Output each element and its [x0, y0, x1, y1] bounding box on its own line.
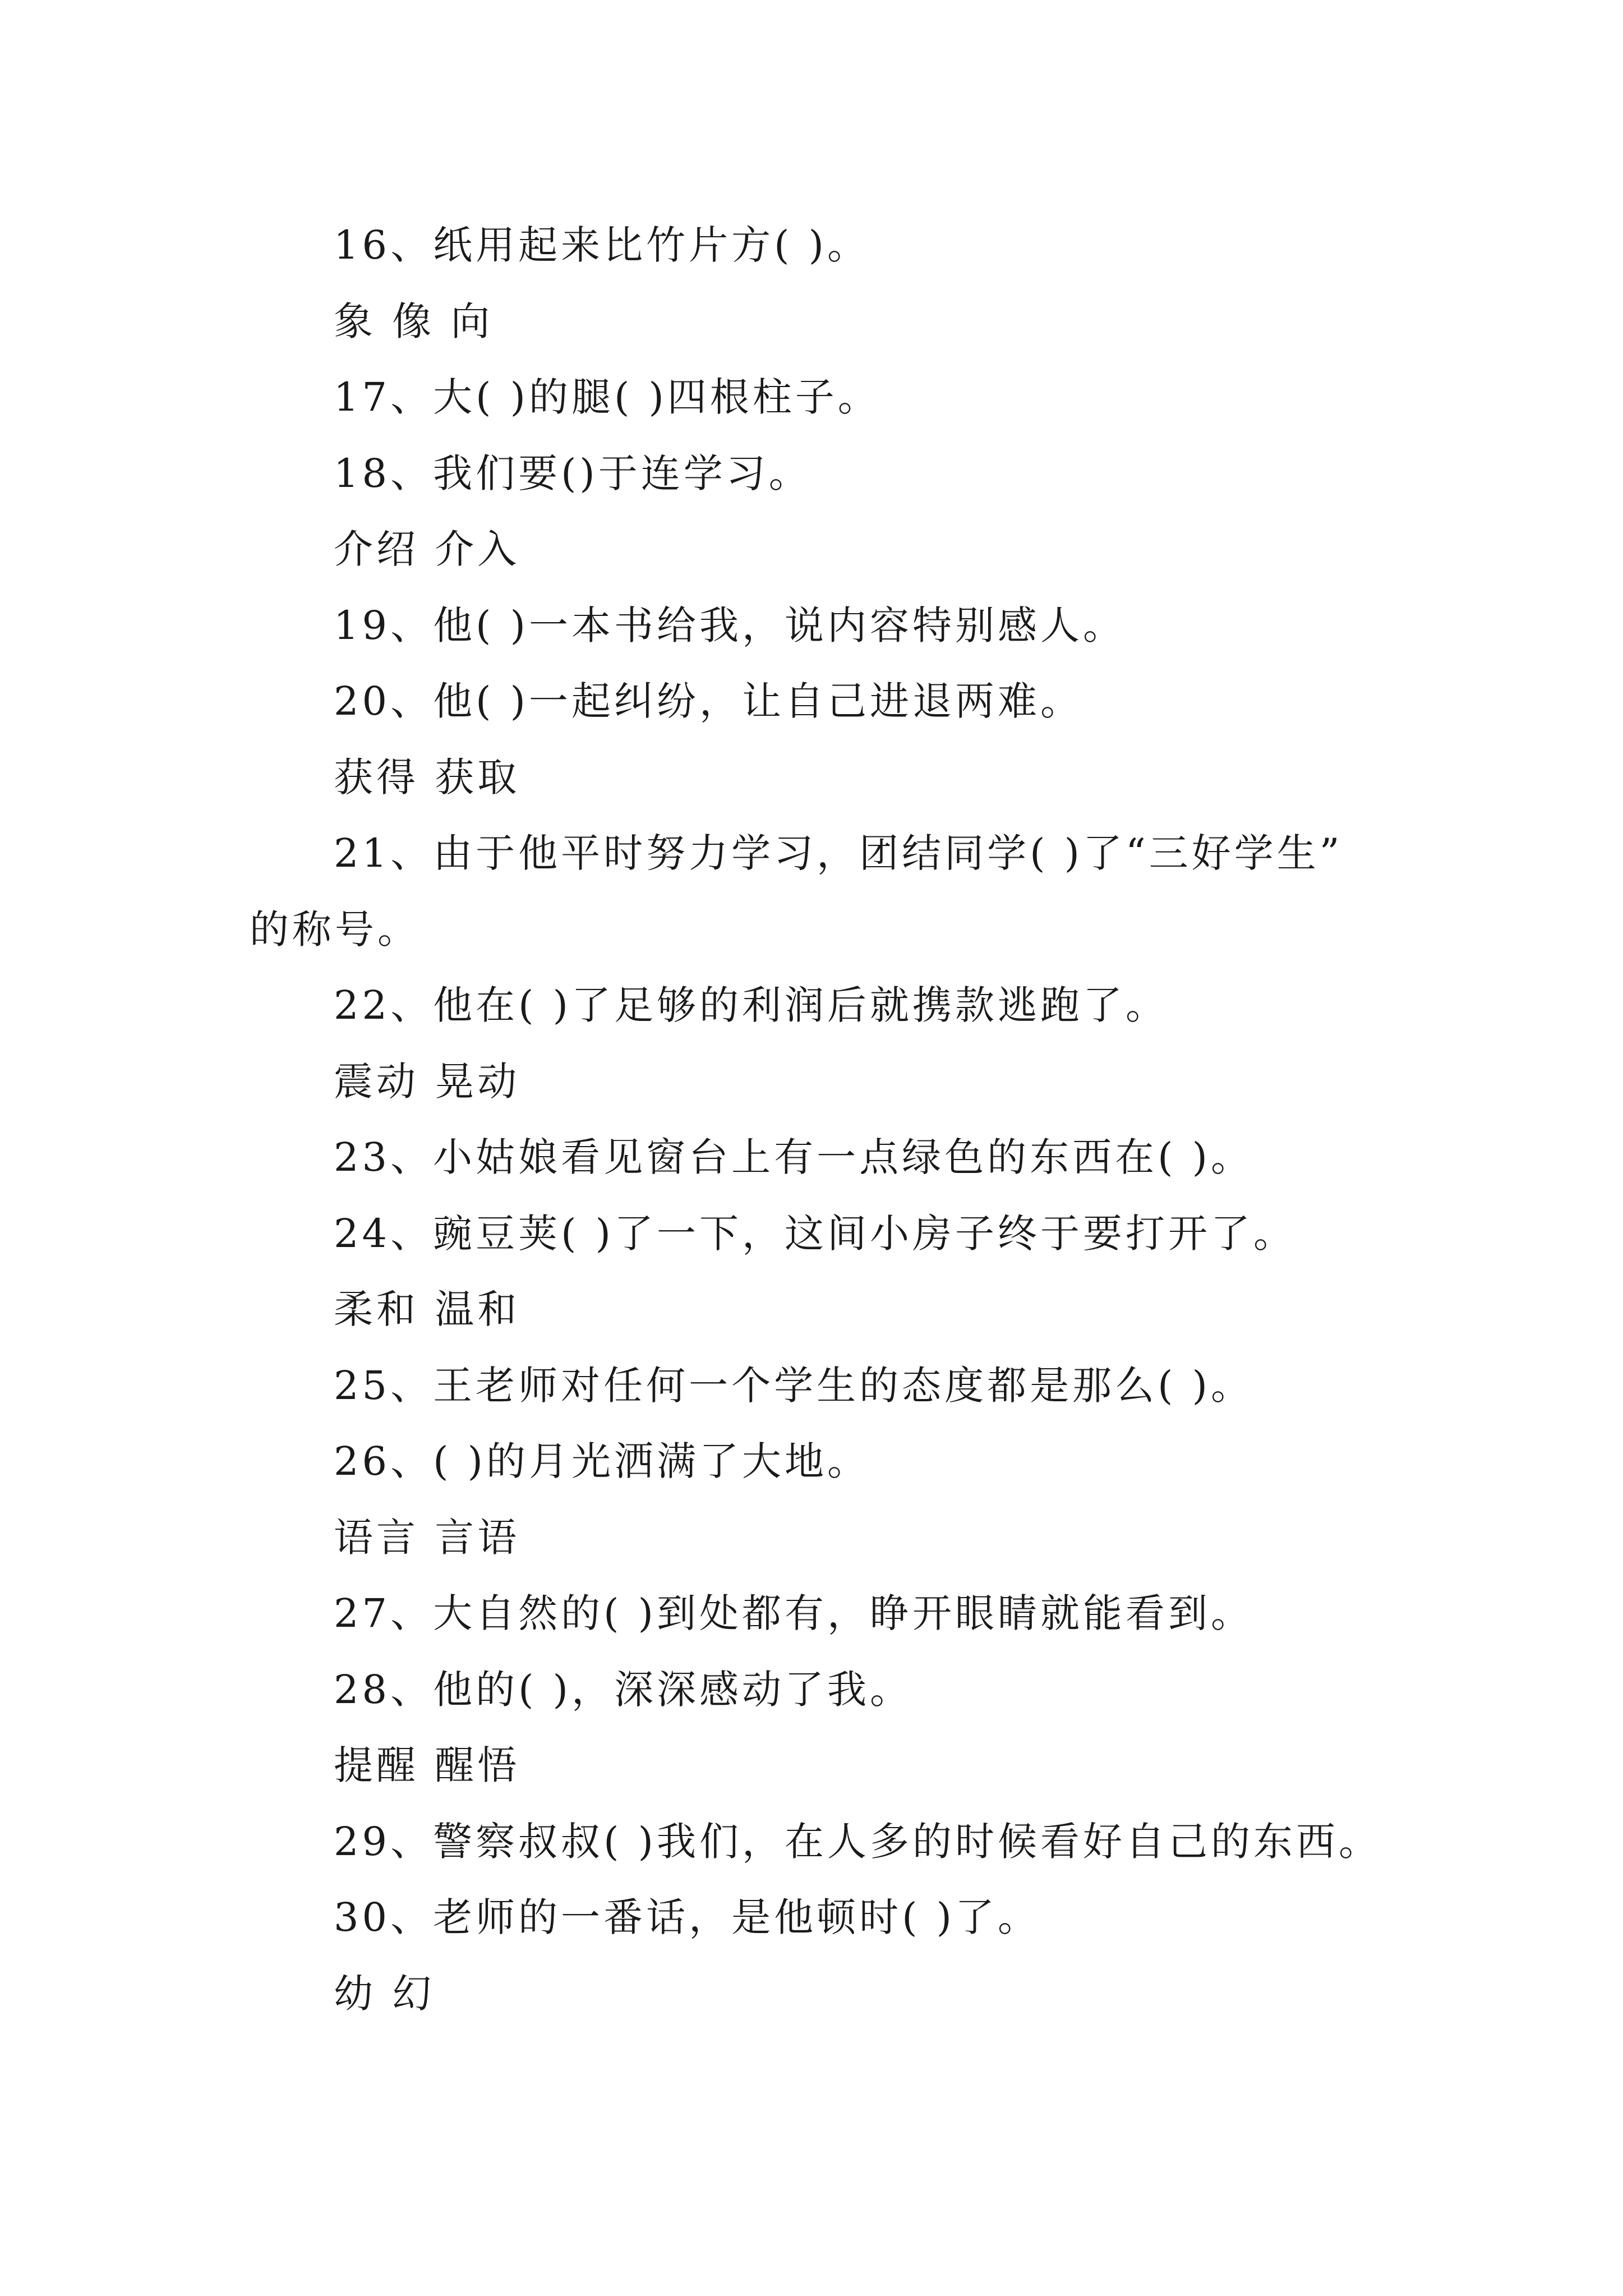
word-options: 获得 获取 — [334, 754, 520, 800]
question-27: 27、大自然的( )到处都有，睁开眼睛就能看到。 — [334, 1590, 1253, 1636]
question-30: 30、老师的一番话，是他顿时( )了。 — [334, 1894, 1040, 1940]
question-19: 19、他( )一本书给我，说内容特别感人。 — [334, 602, 1126, 648]
question-21-continued: 的称号。 — [250, 906, 420, 953]
word-options: 震动 晃动 — [334, 1058, 520, 1105]
question-21: 21、由于他平时努力学习，团结同学( )了“三好学生” — [334, 830, 1343, 876]
question-16: 16、纸用起来比竹片方( )。 — [334, 222, 870, 268]
question-17: 17、大( )的腿( )四根柱子。 — [334, 374, 880, 420]
word-options: 语言 言语 — [334, 1514, 520, 1561]
question-23: 23、小姑娘看见窗台上有一点绿色的东西在( )。 — [334, 1134, 1253, 1180]
word-options: 柔和 温和 — [334, 1286, 520, 1332]
question-28: 28、他的( )，深深感动了我。 — [334, 1666, 912, 1713]
question-20: 20、他( )一起纠纷，让自己进退两难。 — [334, 678, 1083, 724]
question-24: 24、豌豆荚( )了一下，这间小房子终于要打开了。 — [334, 1210, 1296, 1257]
question-18: 18、我们要()于连学习。 — [334, 450, 811, 496]
word-options: 象 像 向 — [334, 298, 494, 344]
question-26: 26、( )的月光洒满了大地。 — [334, 1438, 870, 1484]
question-29: 29、警察叔叔( )我们，在人多的时候看好自己的东西。 — [334, 1818, 1381, 1865]
word-options: 介绍 介入 — [334, 526, 520, 572]
question-25: 25、王老师对任何一个学生的态度都是那么( )。 — [334, 1362, 1253, 1409]
word-options: 提醒 醒悟 — [334, 1742, 520, 1788]
question-22: 22、他在( )了足够的利润后就携款逃跑了。 — [334, 982, 1168, 1028]
exercise-text — [250, 208, 1455, 2032]
word-options: 幼 幻 — [334, 1970, 435, 2017]
